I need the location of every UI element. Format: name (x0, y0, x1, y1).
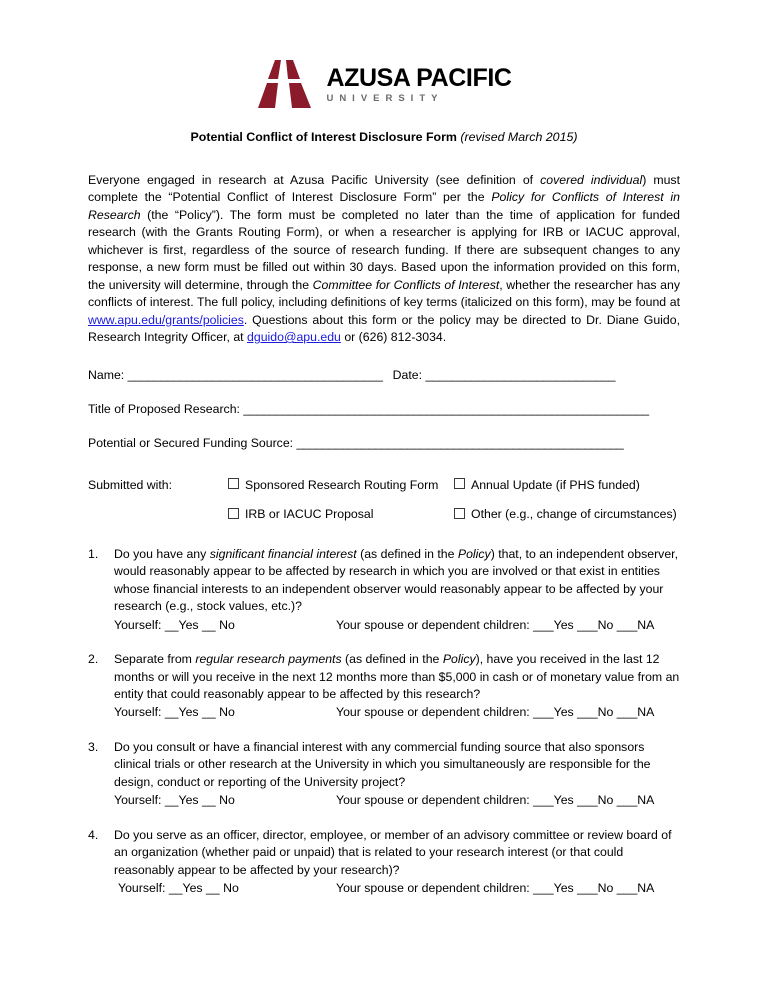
submitted-with-row-2 (88, 506, 680, 523)
intro-emphasis-covered-individual: covered individual (540, 173, 643, 187)
intro-part1: Everyone engaged in research at Azusa Pacific University (see definition of (88, 173, 541, 187)
checkbox-label: Annual Update (if PHS funded) (471, 477, 640, 492)
checkbox-option-other[interactable] (454, 506, 680, 523)
answer-spouse-blanks[interactable]: Your spouse or dependent children: ___Yes ___No ___NA (336, 793, 655, 808)
question-text-part1: Do you have any (114, 546, 210, 561)
question-item-3 (88, 739, 680, 810)
checkbox-icon[interactable] (228, 478, 239, 489)
page-title-main: Potential Conflict of Interest Disclosure Form (190, 130, 457, 144)
checkbox-option-irb-or-iacuc-proposal[interactable] (228, 506, 454, 523)
policy-url-link[interactable]: www.apu.edu/grants/policies (88, 312, 244, 327)
answer-row (114, 880, 680, 897)
wordmark-main: AZUSA PACIFIC (326, 63, 512, 92)
date-input-blank[interactable]: _____________________________ (425, 367, 616, 382)
question-text (114, 739, 680, 791)
question-text-part3: ) that, to an independent observer, would reasonably appear to be affected by research in which you are involved or that exist in entities whose financial interests to an independent observer would reasonably appear to be affected by your research (e.g., stock values, etc.)? (114, 546, 679, 614)
question-emphasis-2: Policy (457, 546, 491, 561)
checkbox-label: IRB or IACUC Proposal (245, 507, 374, 522)
questions-section (88, 546, 680, 898)
question-emphasis-1: significant financial interest (209, 546, 357, 561)
question-text-part1: Do you serve as an officer, director, employee, or member of an advisory committee or review board of an organization (whether paid or unpaid) that is related to your research interest (or that could reasonably appear to be affected by your research)? (114, 827, 672, 877)
question-text (114, 546, 680, 616)
question-text-part2: (as defined in the (356, 546, 458, 561)
question-text-part1: Do you consult or have a financial interest with any commercial funding source that also sponsors clinical trials or other research at the University in which you simultaneously are responsible for the design, conduct or reporting of the University project? (114, 739, 651, 789)
form-fields (88, 367, 680, 453)
question-text-part2: (as defined in the (341, 652, 443, 667)
contact-email-link[interactable]: dguido@apu.edu (247, 330, 341, 345)
name-label: Name: (88, 367, 128, 382)
answer-self-blanks[interactable]: Yourself: __Yes __ No (114, 617, 235, 632)
answer-spouse-blanks[interactable]: Your spouse or dependent children: ___Yes ___No ___NA (336, 705, 655, 720)
checkbox-label: Sponsored Research Routing Form (245, 477, 439, 492)
intro-part3: (the “Policy”). The form must be completed no later than the time of application for funded research (with the Grants Routing Form), or when a researcher is applying for IRB or IACUC approval, whichever is first, regardless of the source of research funding. If there are subsequent changes to any response, a new form must be filled out within 30 days. Based upon the information provided on this form, the university will determine, through the (88, 207, 680, 292)
question-text-part3: ), have you received in the last 12 months or will you receive in the next 12 months more than $5,000 in cash or of monetary value from an entity that could reasonably appear to be affected by this research? (114, 652, 680, 701)
funding-source-input-blank[interactable]: __________________________________________________ (296, 436, 624, 451)
university-logo (0, 58, 768, 110)
answer-spouse-blanks[interactable]: Your spouse or dependent children: ___Yes ___No ___NA (336, 881, 655, 896)
answer-self-blanks[interactable]: Yourself: __Yes __ No (114, 793, 235, 808)
intro-paragraph (88, 172, 680, 347)
page-title (0, 130, 768, 144)
question-number: 2. (88, 652, 99, 667)
azusa-pacific-a-mark-icon (256, 58, 314, 110)
question-item-4 (88, 827, 680, 898)
answer-spouse-blanks[interactable]: Your spouse or dependent children: ___Yes ___No ___NA (336, 617, 655, 632)
intro-part6: or (626) 812-3034. (340, 330, 447, 345)
research-title-row (88, 401, 680, 418)
document-body (88, 172, 680, 915)
answer-self-blanks[interactable]: Yourself: __Yes __ No (118, 881, 239, 896)
submitted-with-label: Submitted with: (88, 477, 173, 492)
name-date-row (88, 367, 680, 384)
answer-self-blanks[interactable]: Yourself: __Yes __ No (114, 705, 235, 720)
question-item-1 (88, 546, 680, 634)
answer-row (114, 704, 680, 721)
date-label: Date: (392, 367, 426, 382)
intro-part2: ) must complete the “Potential Conflict of Interest Disclosure Form” per the (88, 173, 680, 205)
submitted-with-section (88, 477, 680, 524)
checkbox-label: Other (e.g., change of circumstances) (471, 507, 677, 522)
wordmark-sub: UNIVERSITY (326, 92, 444, 104)
answer-row (114, 792, 680, 809)
question-emphasis-1: regular research payments (195, 652, 342, 667)
intro-emphasis-policy-title: Policy for Conflicts of Interest in Research (88, 190, 680, 222)
research-title-input-blank[interactable]: ______________________________________________________________ (243, 401, 649, 416)
question-text-part1: Separate from (114, 652, 196, 667)
intro-emphasis-committee: Committee for Conflicts of Interest (312, 277, 500, 292)
question-item-2 (88, 651, 680, 722)
question-number: 1. (88, 546, 99, 561)
submitted-with-row-1 (88, 477, 680, 494)
checkbox-icon[interactable] (454, 508, 465, 519)
checkbox-option-annual-update[interactable] (454, 477, 680, 494)
funding-source-label: Potential or Secured Funding Source: (88, 436, 297, 451)
question-emphasis-2: Policy (442, 652, 476, 667)
answer-row (114, 617, 680, 634)
research-title-label: Title of Proposed Research: (88, 401, 244, 416)
intro-part5: . Questions about this form or the policy may be directed to Dr. Diane Guido, Research Integrity Officer, at (88, 312, 680, 345)
checkbox-icon[interactable] (228, 508, 239, 519)
question-number: 4. (88, 827, 99, 842)
checkbox-icon[interactable] (454, 478, 465, 489)
question-text (114, 651, 680, 703)
question-number: 3. (88, 739, 99, 754)
checkbox-option-sponsored-research-routing-form[interactable] (228, 477, 454, 494)
university-wordmark (326, 65, 511, 104)
page-title-revision: (revised March 2015) (460, 130, 578, 144)
question-text (114, 827, 680, 879)
funding-source-row (88, 435, 680, 452)
intro-part4: , whether the researcher has any conflicts of interest. The full policy, including definitions of key terms (italicized on this form), may be found at (88, 277, 680, 310)
name-input-blank[interactable]: _______________________________________ (127, 367, 383, 382)
